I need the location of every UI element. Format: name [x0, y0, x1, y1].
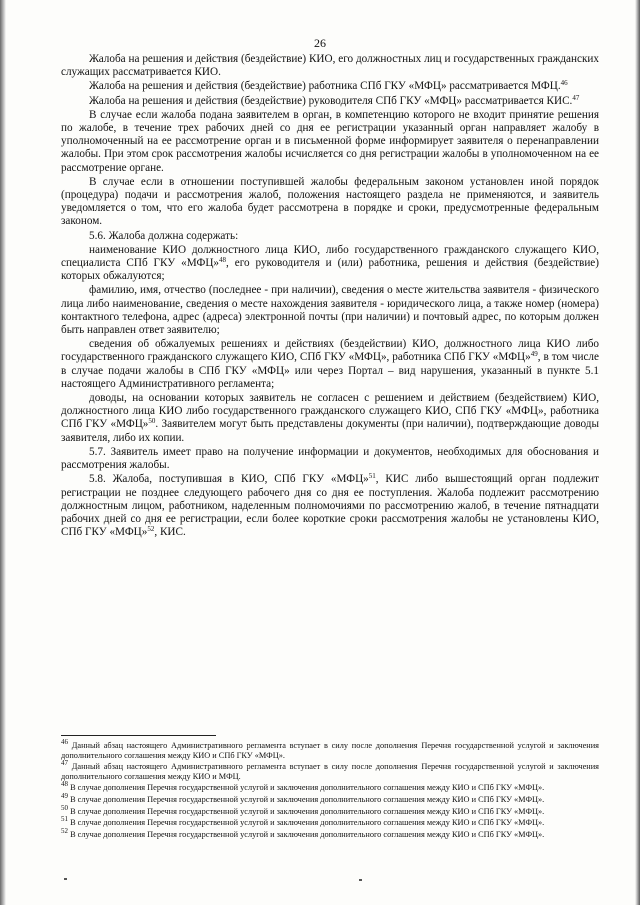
paragraph-kio-complaint: Жалоба на решения и действия (бездействие) КИО, его должностных лиц и государственных гражданских служащих рассматривается КИО. — [61, 53, 599, 79]
footnote: $^{48}$ В случае дополнения Перечня государственной услугой и заключения дополнительного соглашения между КИО и СПб ГКУ «МФЦ». — [61, 780, 545, 793]
paragraph-redirect: В случае если жалоба подана заявителем в орган, в компетенцию которого не входит принятие решения по жалобе, в течение трех рабочих дней со дня ее регистрации указанный орган направляет жалобу в уполномоченный на ее рассмотрение орган и в письменной форме информирует заявителя о перенаправлении жалобы. При этом срок рассмотрения жалобы исчисляется со дня регистрации жалобы в уполномоченном на ее рассмотрение органе. — [61, 108, 599, 174]
paragraph-federal-law: В случае если в отношении поступившей жалобы федеральным законом установлен иной порядок (процедура) подачи и рассмотрения жалоб, положения настоящего раздела не применяются, и заявитель уведомляется о том, что его жалоба будет рассмотрена в порядке и сроки, предусмотренные федеральным законом. — [61, 175, 599, 228]
footnote-ref: 48 — [219, 256, 227, 265]
footnote-ref: 50 — [148, 417, 156, 426]
body-text — [61, 53, 599, 540]
footnote: $^{51}$ В случае дополнения Перечня государственной услугой и заключения дополнительного соглашения между КИО и СПб ГКУ «МФЦ». — [61, 815, 545, 828]
footnote-ref: 51 — [368, 472, 376, 481]
footnote-ref: 52 — [147, 525, 155, 534]
scan-speck — [64, 878, 67, 880]
footnote-ref: 49 — [530, 350, 538, 359]
footnote: $^{49}$ В случае дополнения Перечня государственной услугой и заключения дополнительного соглашения между КИО и СПб ГКУ «МФЦ». — [61, 791, 545, 804]
paragraph-5-8: 5.8. Жалоба, поступившая в КИО, СПб ГКУ «МФЦ»$^{51}$, КИС либо вышестоящий орган подлежит регистрации не позднее следующего рабочего дня со дня ее поступления. Жалоба подлежит рассмотрению должностным лицом, работником, наделенным полномочиями по рассмотрению жалоб, в течение пятнадцати рабочих дней со дня ее регистрации, если более короткие сроки рассмотрения жалобы не установлены КИО, СПб ГКУ «МФЦ»$^{52}$, КИС. — [61, 472, 599, 539]
scan-edge-left — [0, 0, 6, 905]
footnote: $^{46}$ Данный абзац настоящего Административного регламента вступает в силу после дополнения Перечня государственной услугой и заключения дополнительного соглашения между КИО и СПб ГКУ «МФЦ». — [61, 738, 600, 760]
paragraph-arguments: доводы, на основании которых заявитель не согласен с решением и действием (бездействием) КИО, должностного лица КИО либо государственного гражданского служащего КИО, СПб ГКУ «МФЦ», работника СПб ГКУ «МФЦ»$^{50}$. Заявителем могут быть представлены документы (при наличии), подтверждающие доводы заявителя, либо их копии. — [61, 392, 600, 444]
paragraph-applicant-details: фамилию, имя, отчество (последнее - при наличии), сведения о месте жительства заявителя - физического лица либо наименование, сведения о месте нахождения заявителя - юридического лица, а также номер (номера) контактного телефона, адрес (адреса) электронной почты (при наличии) и почтовый адрес, по которым должен быть направлен ответ заявителю; — [61, 284, 599, 337]
page-number: 26 — [314, 36, 326, 50]
footnote: $^{52}$ В случае дополнения Перечня государственной услугой и заключения дополнительного соглашения между КИО и СПб ГКУ «МФЦ». — [61, 826, 545, 839]
scan-edge-right — [635, 0, 640, 905]
paragraph-appealed-decisions: сведения об обжалуемых решениях и действиях (бездействии) КИО, должностного лица КИО либо государственного гражданского служащего КИО, СПб ГКУ «МФЦ», работника СПб ГКУ «МФЦ»$^{49}$, в том числе в случае подачи жалобы в СПб ГКУ «МФЦ» или через Портал – вид нарушения, указанный в пункте 5.1 настоящего Административного регламента; — [61, 338, 599, 390]
paragraph-name-item: наименование КИО должностного лица КИО, либо государственного гражданского служащего КИО, специалиста СПб ГКУ «МФЦ»$^{48}$, его руководителя и (или) работника, решения и действия (бездействие) которых обжалуются; — [61, 243, 600, 283]
scan-speck — [359, 879, 362, 881]
paragraph-mfc-worker-complaint: Жалоба на решения и действия (бездействие) работника СПб ГКУ «МФЦ» рассматривается МФЦ.$^{46}$ — [89, 79, 568, 93]
paragraph-5-7: 5.7. Заявитель имеет право на получение информации и документов, необходимых для обоснования и рассмотрения жалобы. — [61, 445, 599, 472]
footnote-divider — [61, 735, 216, 736]
footnote: $^{50}$ В случае дополнения Перечня государственной услугой и заключения дополнительного соглашения между КИО и СПб ГКУ «МФЦ». — [61, 803, 545, 816]
footnote-ref: 47 — [572, 93, 580, 102]
footnote-ref: 46 — [560, 79, 568, 88]
paragraph-5-6-heading: 5.6. Жалоба должна содержать: — [89, 229, 239, 242]
paragraph-mfc-head-complaint: Жалоба на решения и действия (бездействие) руководителя СПб ГКУ «МФЦ» рассматривается КИС.$^{47}$ — [89, 93, 580, 107]
footnote: $^{47}$ Данный абзац настоящего Административного регламента вступает в силу после дополнения Перечня государственной услугой и заключения дополнительного соглашения между КИО и МФЦ. — [61, 759, 600, 781]
footnotes — [61, 738, 600, 841]
